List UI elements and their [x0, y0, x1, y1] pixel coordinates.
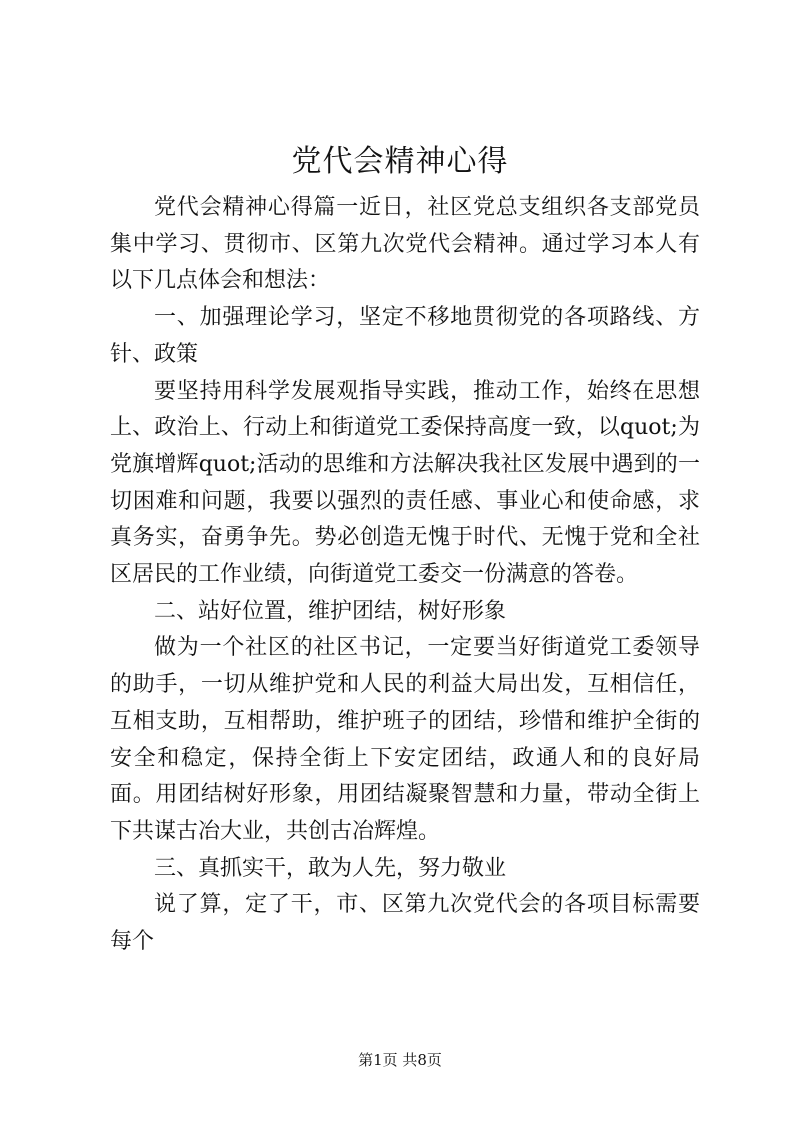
paragraph-section-2: 做为一个社区的社区书记，一定要当好街道党工委领导的助手，一切从维护党和人民的利益大局出发，互相信任，互相支助，互相帮助，维护班子的团结，珍惜和维护全街的安全和稳定，保持全街上下安定团结，政通人和的良好局面。用团结树好形象，用团结凝聚智慧和力量，带动全街上下共谋古冶大业，共创古冶辉煌。	[110, 635, 700, 844]
section-heading-3: 三、真抓实干，敢为人先，努力敬业	[154, 855, 507, 881]
paragraph-section-3: 说了算，定了干，市、区第九次党代会的各项目标需要每个	[110, 892, 700, 955]
section-heading-2: 二、站好位置，维护团结，树好形象	[154, 598, 507, 624]
page-number-footer: 第1页 共8页	[358, 1051, 442, 1069]
paragraph-intro: 党代会精神心得篇一近日，社区党总支组织各支部党员集中学习、贯彻市、区第九次党代会精神。通过学习本人有以下几点体会和想法：	[110, 195, 700, 294]
document-body	[110, 190, 700, 961]
page-title: 党代会精神心得	[291, 144, 509, 179]
section-heading-1: 一、加强理论学习，坚定不移地贯彻党的各项路线、方针、政策	[110, 305, 700, 367]
paragraph-section-1: 要坚持用科学发展观指导实践，推动工作，始终在思想上、政治上、行动上和街道党工委保持高度一致，以quot;为党旗增辉quot;活动的思维和方法解决我社区发展中遇到的一切困难和问题，我要以强烈的责任感、事业心和使命感，求真务实，奋勇争先。势必创造无愧于时代、无愧于党和全社区居民的工作业绩，向街道党工委交一份满意的答卷。	[110, 378, 700, 588]
